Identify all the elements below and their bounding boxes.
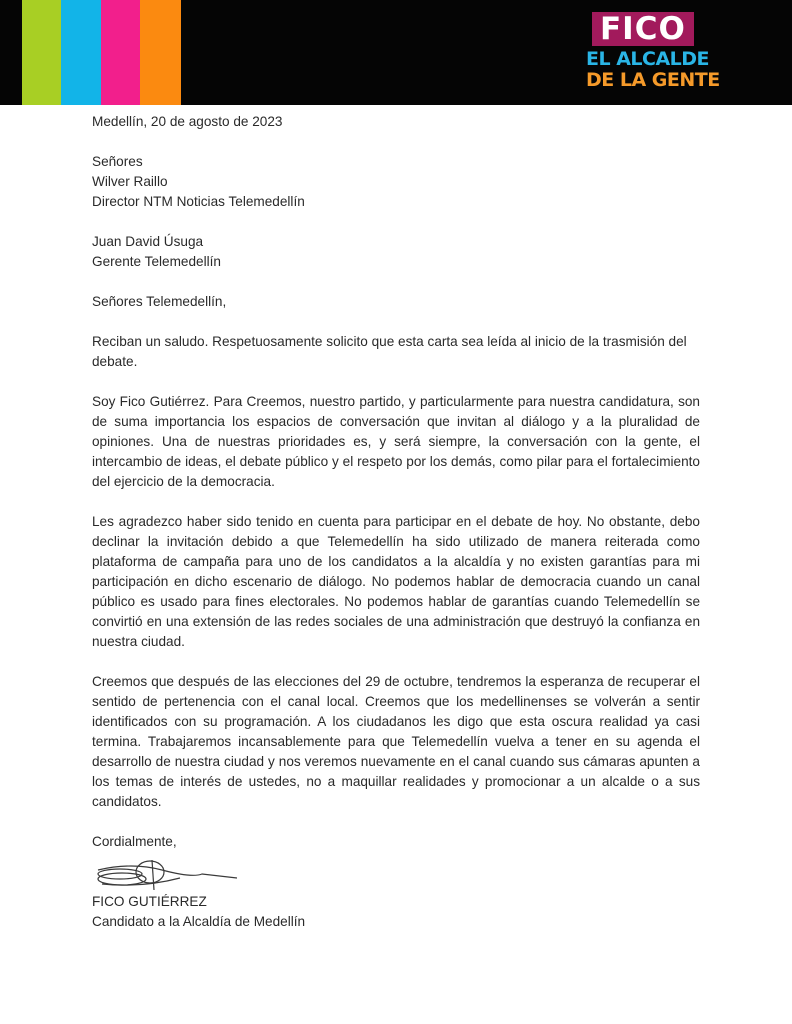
stripe-blue xyxy=(61,0,101,105)
salutation-title: Señores xyxy=(92,154,143,169)
stripe-orange xyxy=(140,0,181,105)
logo-fico: FICO xyxy=(592,12,694,46)
paragraph-4: Creemos que después de las elecciones del 29 de octubre, tendremos la esperanza de recuperar el sentido de pertenencia con el canal local. Creemos que los medellinenses se volverán a sentir identificados con su programación. A los ciudadanos les digo que esta oscura realidad ya casi termina. Trabajaremos incansablemente para que Telemedellín vuelva a tener en su agenda el desarrollo de nuestra ciudad y nos veremos nuevamente en el canal cuando sus cámaras apunten a los temas de interés de ustedes, no a maquillar realidades y promocionar a un alcalde o a sus candidatos. xyxy=(92,674,700,809)
logo-de-la-gente: DE LA GENTE xyxy=(586,69,720,91)
recipient-2-name: Juan David Úsuga xyxy=(92,234,204,249)
paragraph-2: Soy Fico Gutiérrez. Para Creemos, nuestro partido, y particularmente para nuestra candidatura, son de suma importancia los espacios de conversación que invitan al diálogo y a la pluralidad de opiniones. Una de nuestras prioridades es, y será siempre, la conversación con la gente, el intercambio de ideas, el debate público y el respeto por los demás, como pilar para el fortalecimiento del ejercicio de la democracia. xyxy=(92,394,700,489)
paragraph-3: Les agradezco haber sido tenido en cuenta para participar en el debate de hoy. No obstante, debo declinar la invitación debido a que Telemedellín ha sido utilizado de manera reiterada como plataforma de campaña para uno de los candidatos a la alcaldía y no existen garantías para mi participación en dicho escenario de diálogo. No podemos hablar de democracia cuando un canal público es usado para fines electorales. No podemos hablar de garantías cuando Telemedellín se convirtió en una extensión de las redes sociales de una administración que destruyó la confianza en nuestra ciudad. xyxy=(92,514,700,649)
letterhead-banner xyxy=(0,0,792,105)
letter-body xyxy=(92,112,700,932)
stripe-pink xyxy=(101,0,140,105)
recipient-1-title: Director NTM Noticias Telemedellín xyxy=(92,194,305,209)
greeting: Señores Telemedellín, xyxy=(92,294,227,309)
signature-scribble-icon xyxy=(92,856,242,892)
date-line: Medellín, 20 de agosto de 2023 xyxy=(92,114,283,129)
paragraph-1: Reciban un saludo. Respetuosamente solicito que esta carta sea leída al inicio de la trasmisión del debate. xyxy=(92,334,687,369)
logo-el-alcalde: EL ALCALDE xyxy=(586,48,710,70)
stripe-green xyxy=(22,0,61,105)
closing: Cordialmente, xyxy=(92,834,177,849)
recipient-1-name: Wilver Raillo xyxy=(92,174,168,189)
campaign-logo xyxy=(586,12,726,91)
signer-name: FICO GUTIÉRREZ xyxy=(92,894,207,909)
recipient-2-title: Gerente Telemedellín xyxy=(92,254,221,269)
signature xyxy=(92,856,242,892)
signer-title: Candidato a la Alcaldía de Medellín xyxy=(92,914,306,929)
